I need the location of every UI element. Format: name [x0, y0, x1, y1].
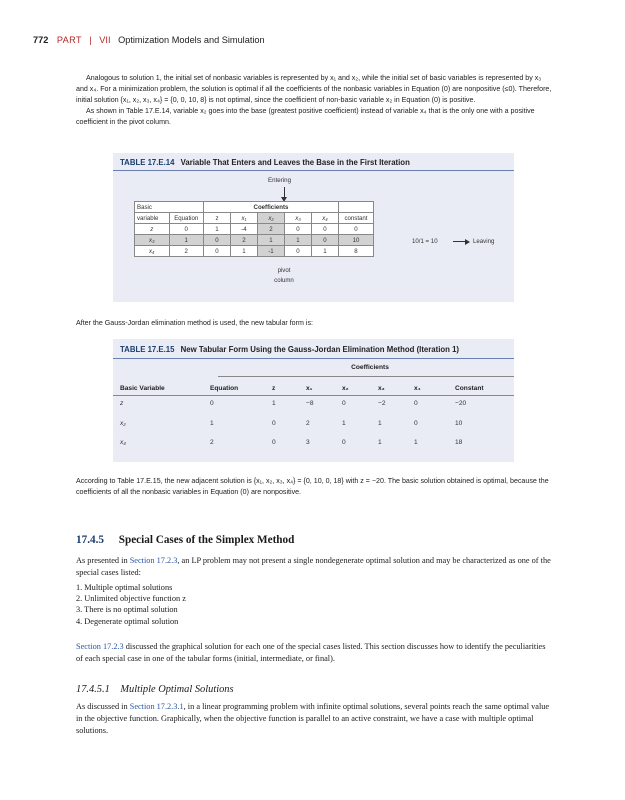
section-link-17-2-3-b[interactable]: Section 17.2.3 [76, 642, 124, 651]
cell: 2 [231, 235, 258, 246]
section-p2-after: discussed the graphical solution for each one of the special cases listed. This section discusses how to identify the peculiarities of each special case in one of the tabular forms (initial, intermediate, or final). [76, 642, 546, 663]
section-heading [76, 534, 294, 546]
header-separator: | [89, 35, 92, 45]
table-14-header-row-2 [135, 213, 374, 224]
subsection-p-before: As discussed in [76, 702, 130, 711]
cell: 2 [169, 246, 204, 257]
after-text: According to Table 17.E.15, the new adjacent solution is {x₁, x₂, x₃, x₄} = {0, 10, 0, 18} with z = −20. The basic solution obtained is optimal, because the coefficients of all the nonbasic variables in Equation (0) are nonpositive. [76, 477, 549, 496]
header-z: z [272, 385, 276, 392]
table-15-title: New Tabular Form Using the Gauss-Jordan Elimination Method (Iteration 1) [180, 345, 460, 354]
part-title: Optimization Models and Simulation [118, 35, 265, 45]
subsection-p-after: , in a linear programming problem with infinite optimal solutions, several points reach the same optimal value in the objective function. Graphically, when the objective function is parallel to an active constraint, we have a case with multiple optimal solutions. [76, 702, 550, 735]
header-x4: x₄ [414, 385, 421, 392]
table-row [135, 246, 374, 257]
header-x2: x₂ [342, 385, 349, 392]
cell: 1 [285, 235, 312, 246]
table-15-coefficients-rule [218, 376, 514, 377]
cell: 1 [169, 235, 204, 246]
header-basic: Basic [135, 202, 170, 213]
subsection-heading [76, 684, 234, 695]
section-link-17-2-3[interactable]: Section 17.2.3 [129, 556, 178, 565]
intro-paragraph-2: As shown in Table 17.E.14, variable x₂ goes into the base (greatest positive coefficient) instead of variable x₄ that is the only one with a positive coefficient in the pivot column. [76, 107, 535, 126]
cell: −8 [306, 400, 314, 407]
cell: 1 [378, 439, 382, 446]
subsection-number: 17.4.5.1 [76, 684, 110, 695]
header-constant: Constant [455, 385, 484, 392]
cell: 0 [169, 224, 204, 235]
table-14-rule [113, 170, 514, 171]
header-x1: x₁ [231, 213, 258, 224]
special-cases-list [76, 582, 186, 627]
running-header [33, 35, 265, 45]
header-basic-variable: Basic Variable [120, 385, 165, 392]
header-x2: x₂ [258, 213, 285, 224]
section-paragraph-2 [76, 641, 554, 665]
table-15-header-rule [113, 395, 514, 396]
cell: 18 [455, 439, 463, 446]
subsection-paragraph [76, 701, 554, 737]
row-basic-variable: x₄ [120, 439, 126, 446]
cell: 1 [312, 246, 339, 257]
header-x1: x₁ [306, 385, 313, 392]
cell: 0 [210, 400, 214, 407]
ratio-text: 10/1 = 10 [412, 238, 438, 245]
leaving-label: Leaving [473, 238, 495, 245]
part-label: PART [56, 35, 82, 45]
cell: 0 [414, 400, 418, 407]
cell: 0 [312, 224, 339, 235]
cell: 2 [258, 224, 285, 235]
cell: 0 [342, 439, 346, 446]
cell: 1 [231, 246, 258, 257]
cell: 0 [272, 420, 276, 427]
cell: 0 [272, 439, 276, 446]
section-p1-before: As presented in [76, 556, 130, 565]
cell: 1 [204, 224, 231, 235]
table-row [135, 235, 374, 246]
list-item: 4. Degenerate optimal solution [76, 616, 179, 626]
header-z: z [204, 213, 231, 224]
intro-paragraph-1: Analogous to solution 1, the initial set of nonbasic variables is represented by x₁ and x₂, while the initial set of basic variables is represented by x₃ and x₄. For a minimization problem, the solution is optimal if all the coefficients of the nonbasic variables in Equation (0) are nonpositive (≤0). Therefore, initial solution {x₁, x₂, x₃, x₄} = {0, 0, 10, 8} is not optimal, since the coefficient of non-basic variable x₂ in Equation (0) is positive. [76, 74, 552, 104]
header-x3: x₃ [285, 213, 312, 224]
entering-label: Entering [268, 177, 292, 184]
list-item: 3. There is no optimal solution [76, 605, 178, 615]
table-14-header-row-1 [135, 202, 374, 213]
table-14 [134, 201, 374, 257]
part-number: VII [99, 35, 111, 45]
table-15-caption [120, 345, 459, 354]
header-x4: x₄ [312, 213, 339, 224]
cell: -4 [231, 224, 258, 235]
cell: 3 [306, 439, 310, 446]
leaving-arrow-icon [465, 239, 470, 245]
table-15-coefficients-header: Coefficients [351, 364, 389, 371]
table-14-label: TABLE 17.E.14 [120, 158, 175, 167]
cell: z [135, 224, 170, 235]
cell: 8 [339, 246, 374, 257]
cell: 0 [204, 246, 231, 257]
table-row [135, 224, 374, 235]
pivot-label-line-2: column [274, 277, 294, 284]
header-equation: Equation [210, 385, 239, 392]
table-15-rule [113, 358, 514, 359]
section-p1-after: , an LP problem may not present a single nondegenerate optimal solution and may be characterized as one of the special cases listed: [76, 556, 551, 577]
cell: x₄ [135, 246, 170, 257]
cell: 0 [339, 224, 374, 235]
list-item: 1. Multiple optimal solutions [76, 583, 173, 592]
cell: -1 [258, 246, 285, 257]
table-15-label: TABLE 17.E.15 [120, 345, 175, 354]
cell: 0 [414, 420, 418, 427]
cell: 10 [339, 235, 374, 246]
row-basic-variable: x₂ [120, 420, 126, 427]
list-item: 2. Unlimited objective function z [76, 594, 186, 604]
cell: 1 [272, 400, 276, 407]
cell: 1 [258, 235, 285, 246]
cell: −20 [455, 400, 467, 407]
header-variable: variable [135, 213, 170, 224]
cell: 1 [210, 420, 214, 427]
cell: 0 [204, 235, 231, 246]
cell: 2 [210, 439, 214, 446]
header-coefficients: Coefficients [204, 202, 339, 213]
cell: 0 [312, 235, 339, 246]
cell: −2 [378, 400, 386, 407]
cell: 1 [414, 439, 418, 446]
cell: 10 [455, 420, 463, 427]
header-equation: Equation [169, 213, 204, 224]
cell: 2 [306, 420, 310, 427]
between-text: After the Gauss-Jordan elimination method is used, the new tabular form is: [76, 319, 313, 327]
section-title: Special Cases of the Simplex Method [118, 534, 295, 546]
cell: 0 [285, 224, 312, 235]
pivot-column-label [268, 266, 300, 286]
cell: 0 [285, 246, 312, 257]
header-x3: x₃ [378, 385, 385, 392]
cell: 1 [378, 420, 382, 427]
pivot-label-line-1: pivot [277, 267, 291, 274]
cell: 0 [342, 400, 346, 407]
section-number: 17.4.5 [76, 534, 104, 546]
subsection-title: Multiple Optimal Solutions [120, 684, 234, 695]
cell: 1 [342, 420, 346, 427]
table-14-caption [120, 158, 410, 167]
row-basic-variable: z [120, 400, 124, 407]
intro-text [76, 73, 554, 128]
table-14-title: Variable That Enters and Leaves the Base in the First Iteration [180, 158, 410, 167]
header-constant: constant [339, 213, 374, 224]
page-number: 772 [33, 35, 49, 45]
section-paragraph-1 [76, 555, 554, 579]
subsection-link-17-2-3-1[interactable]: Section 17.2.3.1 [129, 702, 184, 711]
cell: x₃ [135, 235, 170, 246]
